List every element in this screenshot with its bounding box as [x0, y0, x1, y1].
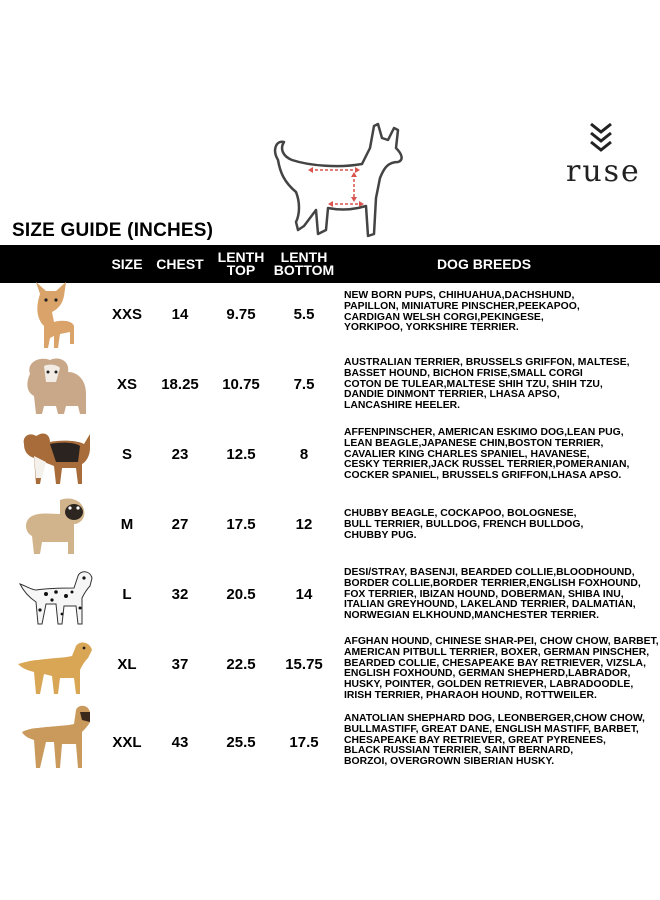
column-header-size: SIZE — [111, 255, 143, 272]
dalmatian-photo-icon — [16, 562, 94, 632]
size-cell: XXS — [111, 306, 142, 323]
length-top-cell: 25.5 — [226, 734, 256, 751]
size-cell: L — [122, 586, 132, 603]
column-header-chest: CHEST — [156, 255, 204, 272]
length-bottom-cell: 7.5 — [293, 376, 315, 393]
wheat-chevron-logo-icon — [588, 122, 614, 158]
golden-retriever-photo-icon — [16, 632, 94, 702]
chest-cell: 18.25 — [161, 376, 199, 393]
beagle-photo-icon — [16, 422, 94, 492]
brand — [560, 122, 650, 192]
breeds-cell: ANATOLIAN SHEPHARD DOG, LEONBERGER,CHOW CHOW, BULLMASTIFF, GREAT DANE, ENGLISH MASTIFF, BARBET, CHESAPEAKE BAY RETRIEVER, GREAT PYRENEES, BLACK RUSSIAN TERRIER, SAINT BERNARD, BORZOI, OVERGROWN SIBERIAN HUSKY. — [344, 713, 645, 768]
chest-cell: 32 — [171, 586, 189, 603]
length-top-cell: 20.5 — [226, 586, 256, 603]
breeds-cell: CHUBBY BEAGLE, COCKAPOO, BOLOGNESE, BULL TERRIER, BULLDOG, FRENCH BULLDOG, CHUBBY PUG. — [344, 508, 584, 541]
breeds-cell: NEW BORN PUPS, CHIHUAHUA,DACHSHUND, PAPILLON, MINIATURE PINSCHER,PEEKAPOO, CARDIGAN WELSH CORGI,PEKINGESE, YORKIPOO, YORKSHIRE TERRIER. — [344, 290, 580, 334]
length-bottom-cell: 5.5 — [293, 306, 315, 323]
size-cell: M — [120, 516, 134, 533]
breeds-cell: AUSTRALIAN TERRIER, BRUSSELS GRIFFON, MALTESE, BASSET HOUND, BICHON FRISE,SMALL CORGI COTON DE TULEAR,MALTESE SHIH TZU, SHIH TZU, DANDIE DINMONT TERRIER, LHASA APSO, LANCASHIRE HEELER. — [344, 357, 630, 412]
length-top-cell: 9.75 — [226, 306, 256, 323]
page-title: SIZE GUIDE (INCHES) — [12, 220, 214, 241]
dog-measurement-outline-icon — [270, 118, 410, 248]
pug-photo-icon — [16, 492, 94, 562]
table-header — [0, 245, 660, 283]
length-top-cell: 12.5 — [226, 446, 256, 463]
length-bottom-cell: 8 — [299, 446, 309, 463]
length-bottom-cell: 15.75 — [285, 656, 323, 673]
chest-cell: 27 — [171, 516, 189, 533]
size-cell: XXL — [112, 734, 142, 751]
chest-cell: 37 — [171, 656, 189, 673]
chest-cell: 43 — [171, 734, 189, 751]
breeds-cell: AFGHAN HOUND, CHINESE SHAR-PEI, CHOW CHOW, BARBET, AMERICAN PITBULL TERRIER, BOXER, GERMAN PINSCHER, BEARDED COLLIE, CHESAPEAKE BAY RETRIEVER, VIZSLA, ENGLISH FOXHOUND, GERMAN SHEPHERD,LABRADOR, HUSKY, POINTER, GOLDEN RETRIEVER, LABRADOODLE, IRISH TERRIER, PHARAOH HOUND, ROTTWEILER. — [344, 636, 659, 701]
column-header-length-top: LENTH TOP — [217, 249, 265, 278]
brand-name: ruse — [566, 154, 641, 189]
chest-cell: 14 — [171, 306, 189, 323]
size-cell: XS — [116, 376, 137, 393]
column-header-breeds: DOG BREEDS — [436, 255, 532, 272]
length-top-cell: 10.75 — [222, 376, 260, 393]
size-cell: S — [121, 446, 132, 463]
size-cell: XL — [117, 656, 137, 673]
column-header-length-bottom: LENTH BOTTOM — [273, 249, 335, 278]
length-bottom-cell: 14 — [295, 586, 313, 603]
length-bottom-cell: 17.5 — [289, 734, 319, 751]
chihuahua-photo-icon — [16, 282, 94, 352]
chest-cell: 23 — [171, 446, 189, 463]
breeds-cell: DESI/STRAY, BASENJI, BEARDED COLLIE,BLOODHOUND, BORDER COLLIE,BORDER TERRIER,ENGLISH FOXHOUND, FOX TERRIER, IBIZAN HOUND, DOBERMAN, SHIBA INU, ITALIAN GREYHOUND, LAKELAND TERRIER, DALMATIAN, NORWEGIAN ELKHOUND,MANCHESTER TERRIER. — [344, 567, 641, 622]
shih-tzu-photo-icon — [16, 352, 94, 422]
length-top-cell: 17.5 — [226, 516, 256, 533]
breeds-cell: AFFENPINSCHER, AMERICAN ESKIMO DOG,LEAN PUG, LEAN BEAGLE,JAPANESE CHIN,BOSTON TERRIER, CAVALIER KING CHARLES SPANIEL, HAVANESE, CESKY TERRIER,JACK RUSSEL TERRIER,POMERANIAN, COCKER SPANIEL, BRUSSELS GRIFFON,LHASA APSO. — [344, 427, 630, 482]
length-bottom-cell: 12 — [295, 516, 313, 533]
great-dane-photo-icon — [16, 702, 94, 772]
length-top-cell: 22.5 — [226, 656, 256, 673]
